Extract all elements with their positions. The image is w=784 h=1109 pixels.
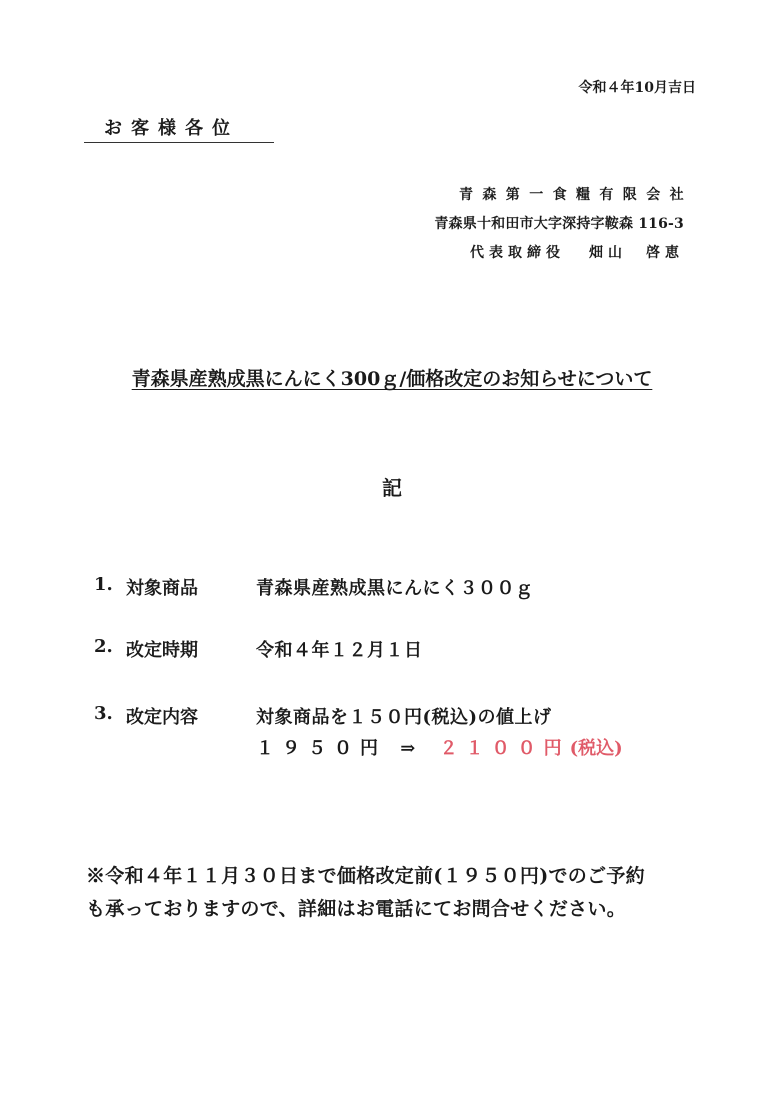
item-number-1: 1. — [94, 574, 113, 595]
sender-address: 青森県十和田市大字深持字鞍森 116-3 — [434, 216, 684, 232]
item-number-2: 2. — [94, 636, 113, 657]
addressee: お客様各位 — [84, 114, 274, 143]
new-price-amount: ２１００円 — [439, 738, 570, 759]
item-number-3: 3. — [94, 703, 113, 724]
item-value-revision-date: 令和４年１２月１日 — [256, 640, 423, 661]
reservation-note-line-1: ※令和４年１１月３０日まで価格改定前(１９５０円)でのご予約 — [86, 865, 645, 887]
old-price: １９５０円 — [256, 738, 386, 759]
ki-heading: 記 — [382, 476, 402, 500]
arrow-icon: ⇒ — [400, 738, 416, 759]
price-change-line — [256, 734, 623, 760]
item-value-target-product: 青森県産熟成黒にんにく３００ｇ — [256, 578, 534, 599]
new-price-tax-note: (税込) — [569, 738, 623, 759]
document-date: 令和４年10月吉日 — [578, 80, 696, 96]
sender-name: 畑山 啓恵 — [589, 245, 684, 261]
item-value-revision-content: 対象商品を１５０円(税込)の値上げ — [256, 707, 552, 728]
sender-representative — [470, 242, 684, 262]
document-title: 青森県産熟成黒にんにく300ｇ/価格改定のお知らせについて — [131, 368, 653, 390]
new-price — [440, 738, 623, 759]
sender-title: 代表取締役 — [470, 245, 565, 261]
item-label-revision-content: 改定内容 — [126, 707, 198, 728]
item-label-target-product: 対象商品 — [126, 578, 198, 599]
item-label-revision-date: 改定時期 — [126, 640, 198, 661]
reservation-note-line-2: も承っておりますので、詳細はお電話にてお問合せください。 — [86, 898, 627, 920]
sender-company: 青森第一食糧有限会社 — [459, 187, 693, 203]
